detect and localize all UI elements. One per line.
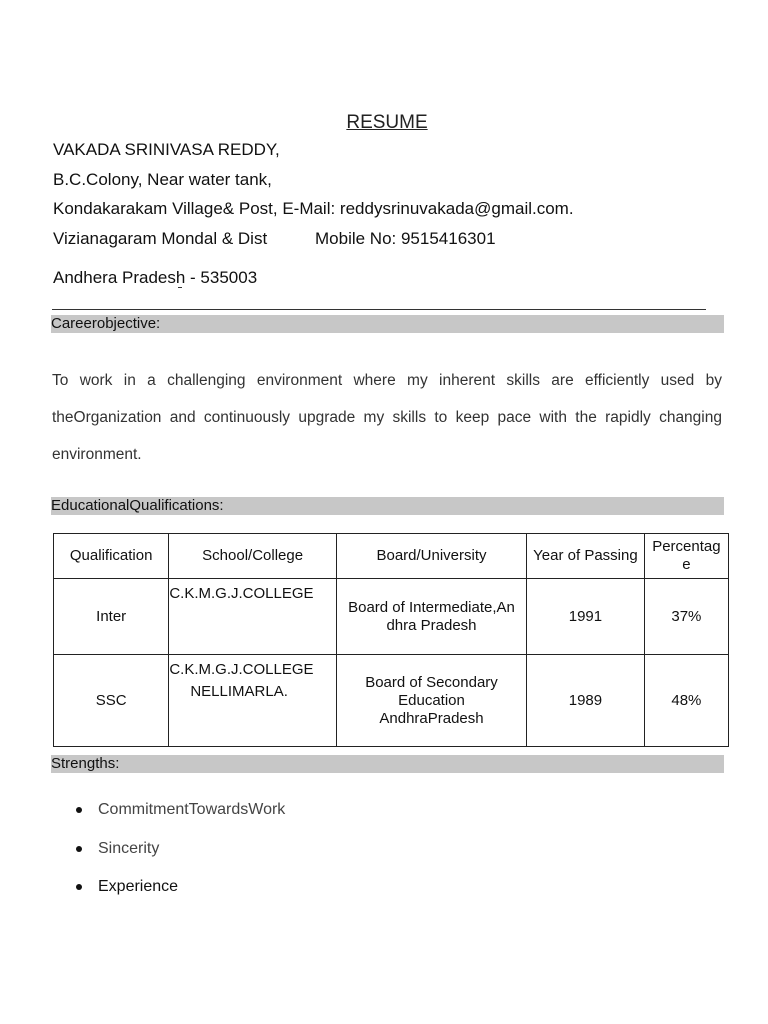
board-cell: Board of Secondary Education AndhraPradesh	[336, 655, 526, 747]
school-name: C.K.M.G.J.COLLEGE	[169, 585, 314, 602]
mobile-number: Mobile No: 9515416301	[315, 229, 496, 248]
qualification-cell: Inter	[54, 579, 169, 655]
resume-title: RESUME	[346, 112, 428, 133]
table-row	[54, 579, 729, 655]
year-cell: 1989	[527, 655, 645, 747]
strengths-heading: Strengths:	[51, 755, 724, 773]
board-cell: Board of Intermediate,Andhra Pradesh	[336, 579, 526, 655]
percentage-cell: 48%	[644, 655, 728, 747]
strengths-list	[76, 800, 285, 916]
strength-text: Experience	[98, 878, 179, 895]
address-line-2: Kondakarakam Village& Post, E-Mail: reddysrinuvakada@gmail.com.	[53, 199, 574, 218]
table-header-row	[54, 534, 729, 579]
applicant-name: VAKADA SRINIVASA REDDY,	[53, 140, 280, 159]
year-cell: 1991	[527, 579, 645, 655]
header-divider	[52, 309, 706, 310]
bullet-icon	[76, 807, 82, 813]
list-item	[76, 877, 285, 916]
bullet-icon	[76, 846, 82, 852]
career-objective-text: To work in a challenging environment where my inherent skills are efficiently used by theOrganization and continuously upgrade my skills to keep pace with the rapidly changing environment.	[52, 372, 722, 463]
education-heading: EducationalQualifications:	[51, 497, 724, 515]
strength-text: Sincerity	[98, 839, 160, 857]
column-header: Year of Passing	[527, 534, 645, 579]
education-table	[53, 533, 729, 747]
address-line-3: Vizianagaram Mondal & Dist	[53, 229, 268, 248]
list-item	[76, 839, 285, 878]
column-header: Qualification	[54, 534, 169, 579]
list-item	[76, 800, 285, 839]
bullet-icon	[76, 884, 82, 890]
qualification-cell: SSC	[54, 655, 169, 747]
table-row	[54, 655, 729, 747]
column-header: Percentage	[644, 534, 728, 579]
strength-text: CommitmentTowardsWork	[98, 801, 286, 818]
school-cell	[169, 655, 337, 747]
career-objective-heading: Careerobjective:	[51, 315, 724, 333]
address-line-4: Andhera Pradesh - 535003	[53, 268, 258, 287]
column-header: Board/University	[336, 534, 526, 579]
school-cell	[169, 579, 337, 655]
percentage-cell: 37%	[644, 579, 728, 655]
stray-dash	[178, 287, 182, 288]
address-line-1: B.C.Colony, Near water tank,	[53, 170, 272, 189]
school-location: NELLIMARLA.	[190, 683, 288, 700]
column-header: School/College	[169, 534, 337, 579]
school-name: C.K.M.G.J.COLLEGE	[169, 661, 314, 678]
